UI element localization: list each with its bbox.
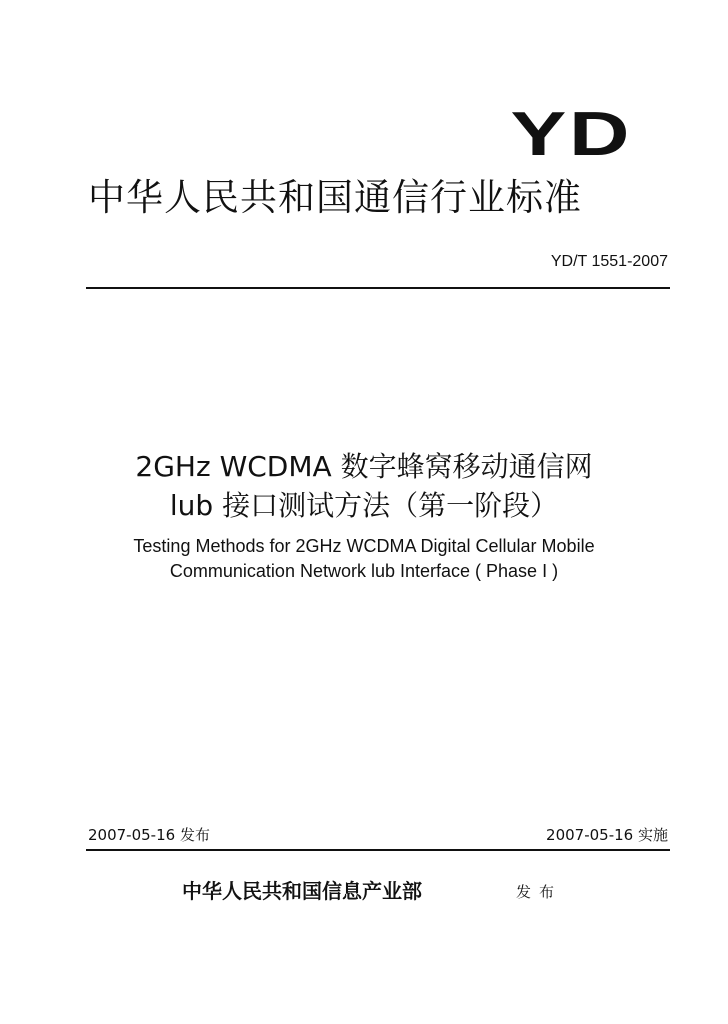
implementation-date: 2007-05-16 实施 bbox=[546, 826, 668, 844]
issuing-authority: 中华人民共和国信息产业部 bbox=[182, 879, 422, 903]
issue-date: 2007-05-16 发布 bbox=[88, 826, 210, 844]
bottom-divider bbox=[86, 849, 670, 851]
chinese-title-line-1: 2GHz WCDMA 数字蜂窝移动通信网 bbox=[135, 450, 593, 483]
standard-number: YD/T 1551-2007 bbox=[550, 253, 668, 270]
yd-logo: YD bbox=[510, 100, 632, 169]
chinese-title-line-2: lub 接口测试方法（第一阶段） bbox=[169, 489, 559, 522]
top-divider bbox=[86, 287, 670, 289]
english-title-line-2: Communication Network lub Interface ( Phase I ) bbox=[169, 561, 559, 581]
english-title-line-1: Testing Methods for 2GHz WCDMA Digital Cellular Mobile bbox=[133, 536, 595, 556]
issuer-action: 发布 bbox=[516, 883, 563, 901]
standard-category-title: 中华人民共和国通信行业标准 bbox=[88, 176, 582, 219]
